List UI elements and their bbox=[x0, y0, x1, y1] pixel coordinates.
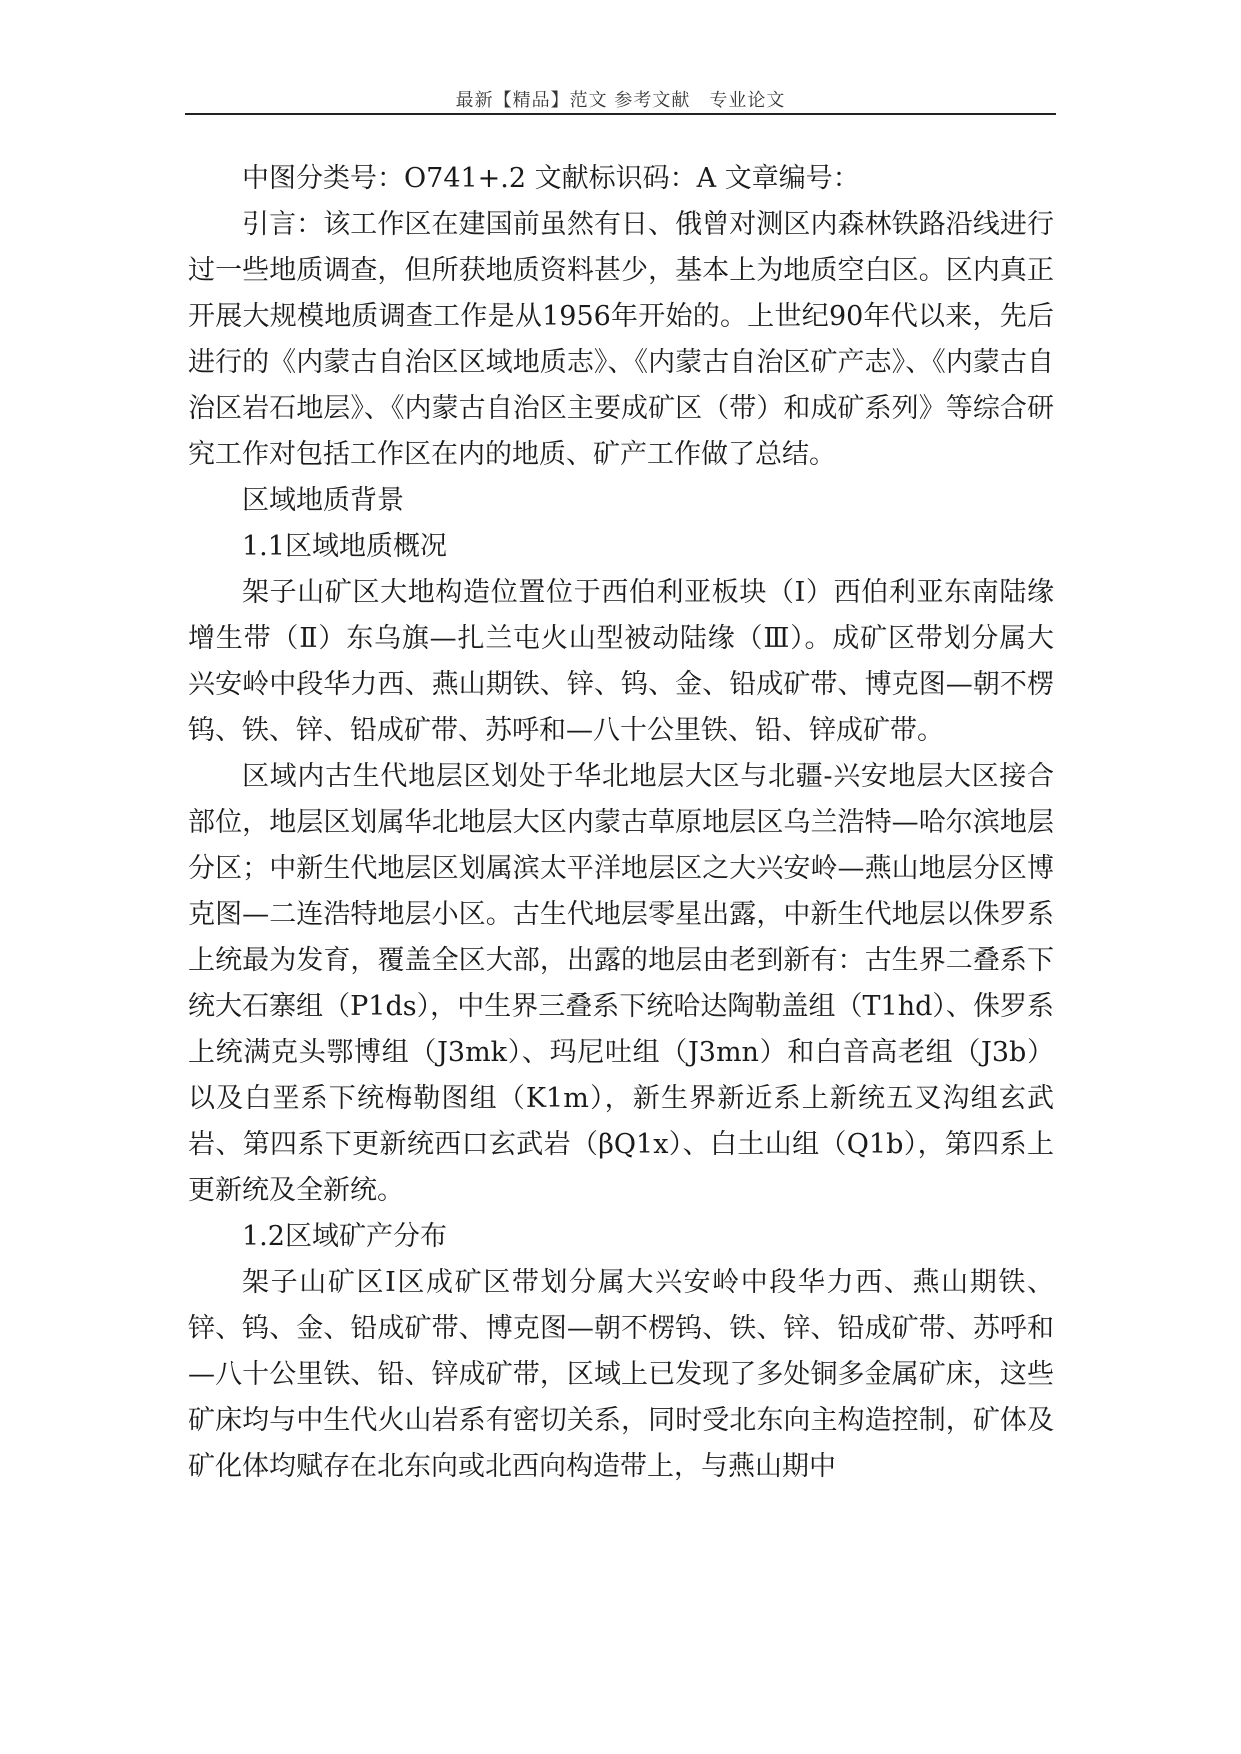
page-header: 最新【精品】范文 参考文献 专业论文 bbox=[455, 90, 786, 111]
body-paragraph: 架子山矿区大地构造位置位于西伯利亚板块（Ⅰ）西伯利亚东南陆缘增生带（Ⅱ）东乌旗—扎兰屯火山型被动陆缘（Ⅲ）。成矿区带划分属大兴安岭中段华力西、燕山期铁、锌、钨、金、铅成矿带、博克图—朝不楞钨、铁、锌、铅成矿带、苏呼和—八十公里铁、铅、锌成矿带。 bbox=[188, 577, 1054, 746]
subsection-heading: 1.2区域矿产分布 bbox=[242, 1221, 447, 1252]
document-body bbox=[188, 156, 1054, 1490]
introduction-paragraph: 引言：该工作区在建国前虽然有日、俄曾对测区内森林铁路沿线进行过一些地质调查，但所获地质资料甚少，基本上为地质空白区。区内真正开展大规模地质调查工作是从1956年开始的。上世纪90年代以来，先后进行的《内蒙古自治区区域地质志》、《内蒙古自治区矿产志》、《内蒙古自治区岩石地层》、《内蒙古自治区主要成矿区（带）和成矿系列》等综合研究工作对包括工作区在内的地质、矿产工作做了总结。 bbox=[188, 209, 1054, 470]
header-rule bbox=[185, 113, 1056, 115]
subsection-heading: 1.1区域地质概况 bbox=[242, 531, 447, 562]
body-paragraph: 架子山矿区Ⅰ区成矿区带划分属大兴安岭中段华力西、燕山期铁、锌、钨、金、铅成矿带、博克图—朝不楞钨、铁、锌、铅成矿带、苏呼和—八十公里铁、铅、锌成矿带，区域上已发现了多处铜多金属矿床，这些矿床均与中生代火山岩系有密切关系，同时受北东向主构造控制，矿体及矿化体均赋存在北东向或北西向构造带上，与燕山期中 bbox=[188, 1267, 1054, 1482]
section-heading: 区域地质背景 bbox=[242, 485, 404, 516]
classification-line: 中图分类号：O741+.2 文献标识码：A 文章编号： bbox=[242, 163, 860, 194]
body-paragraph: 区域内古生代地层区划处于华北地层大区与北疆-兴安地层大区接合部位，地层区划属华北地层大区内蒙古草原地层区乌兰浩特—哈尔滨地层分区；中新生代地层区划属滨太平洋地层区之大兴安岭—燕山地层分区博克图—二连浩特地层小区。古生代地层零星出露，中新生代地层以侏罗系上统最为发育，覆盖全区大部，出露的地层由老到新有：古生界二叠系下统大石寨组（P1ds），中生界三叠系下统哈达陶勒盖组（T1hd）、侏罗系上统满克头鄂博组（J3mk）、玛尼吐组（J3mn）和白音高老组（J3b）以及白垩系下统梅勒图组（K1m），新生界新近系上新统五叉沟组玄武岩、第四系下更新统西口玄武岩（βQ1x）、白土山组（Q1b），第四系上更新统及全新统。 bbox=[188, 761, 1054, 1206]
